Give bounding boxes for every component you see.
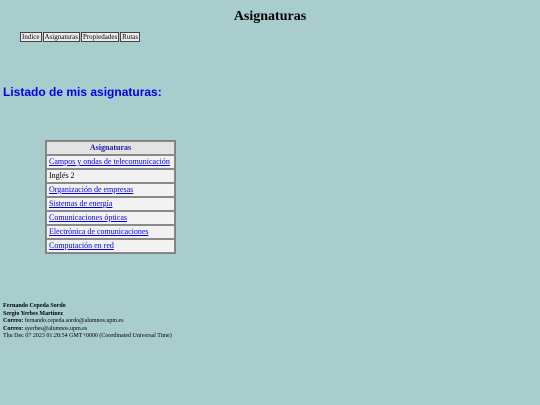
subject-link-computacion-en-red[interactable]: Computación en red <box>49 241 114 250</box>
nav-button-rutas[interactable]: Rutas <box>122 33 139 41</box>
footer <box>3 303 172 341</box>
footer-date: Thu Dec 07 2023 01:28:54 GMT+0000 (Coordinated Universal Time) <box>3 333 172 339</box>
table-row <box>46 169 175 183</box>
subject-link-campos-y-ondas[interactable]: Campos y ondas de telecomunicación <box>49 157 170 166</box>
subject-link-sistemas-de-energia[interactable]: Sistemas de energía <box>49 199 113 208</box>
footer-email-2: Correo: syerbes@alumnos.upm.es <box>3 325 88 332</box>
table-row <box>46 183 175 197</box>
footer-author-1: Fernando Cepeda Sordo <box>3 303 66 309</box>
nav-bar <box>20 32 140 42</box>
table-header: Asignaturas <box>46 141 175 155</box>
page-title: Asignaturas <box>233 9 307 24</box>
subject-text-ingles-2: Inglés 2 <box>46 169 175 183</box>
subject-link-organizacion-de-empresas[interactable]: Organización de empresas <box>49 185 134 194</box>
footer-email-1: Correo: fernando.cepeda.sordo@alumnos.upm.es <box>3 318 124 324</box>
table-row <box>46 155 175 169</box>
table-row <box>46 225 175 239</box>
table-header-row <box>46 141 175 155</box>
nav-button-asignaturas[interactable]: Asignaturas <box>44 33 78 41</box>
table-row <box>46 197 175 211</box>
table-row <box>46 211 175 225</box>
section-heading: Listado de mis asignaturas: <box>3 85 162 99</box>
nav-button-indice[interactable]: Indice <box>22 33 40 41</box>
footer-author-2: Sergio Yerbes Martinez <box>3 310 64 317</box>
subject-link-electronica-de-comunicaciones[interactable]: Electrónica de comunicaciones <box>49 227 149 236</box>
subject-link-comunicaciones-opticas[interactable]: Comunicaciones ópticas <box>49 213 127 222</box>
subjects-table <box>45 140 176 254</box>
table-row <box>46 239 175 253</box>
nav-button-propiedades[interactable]: Propiedades <box>82 33 118 41</box>
